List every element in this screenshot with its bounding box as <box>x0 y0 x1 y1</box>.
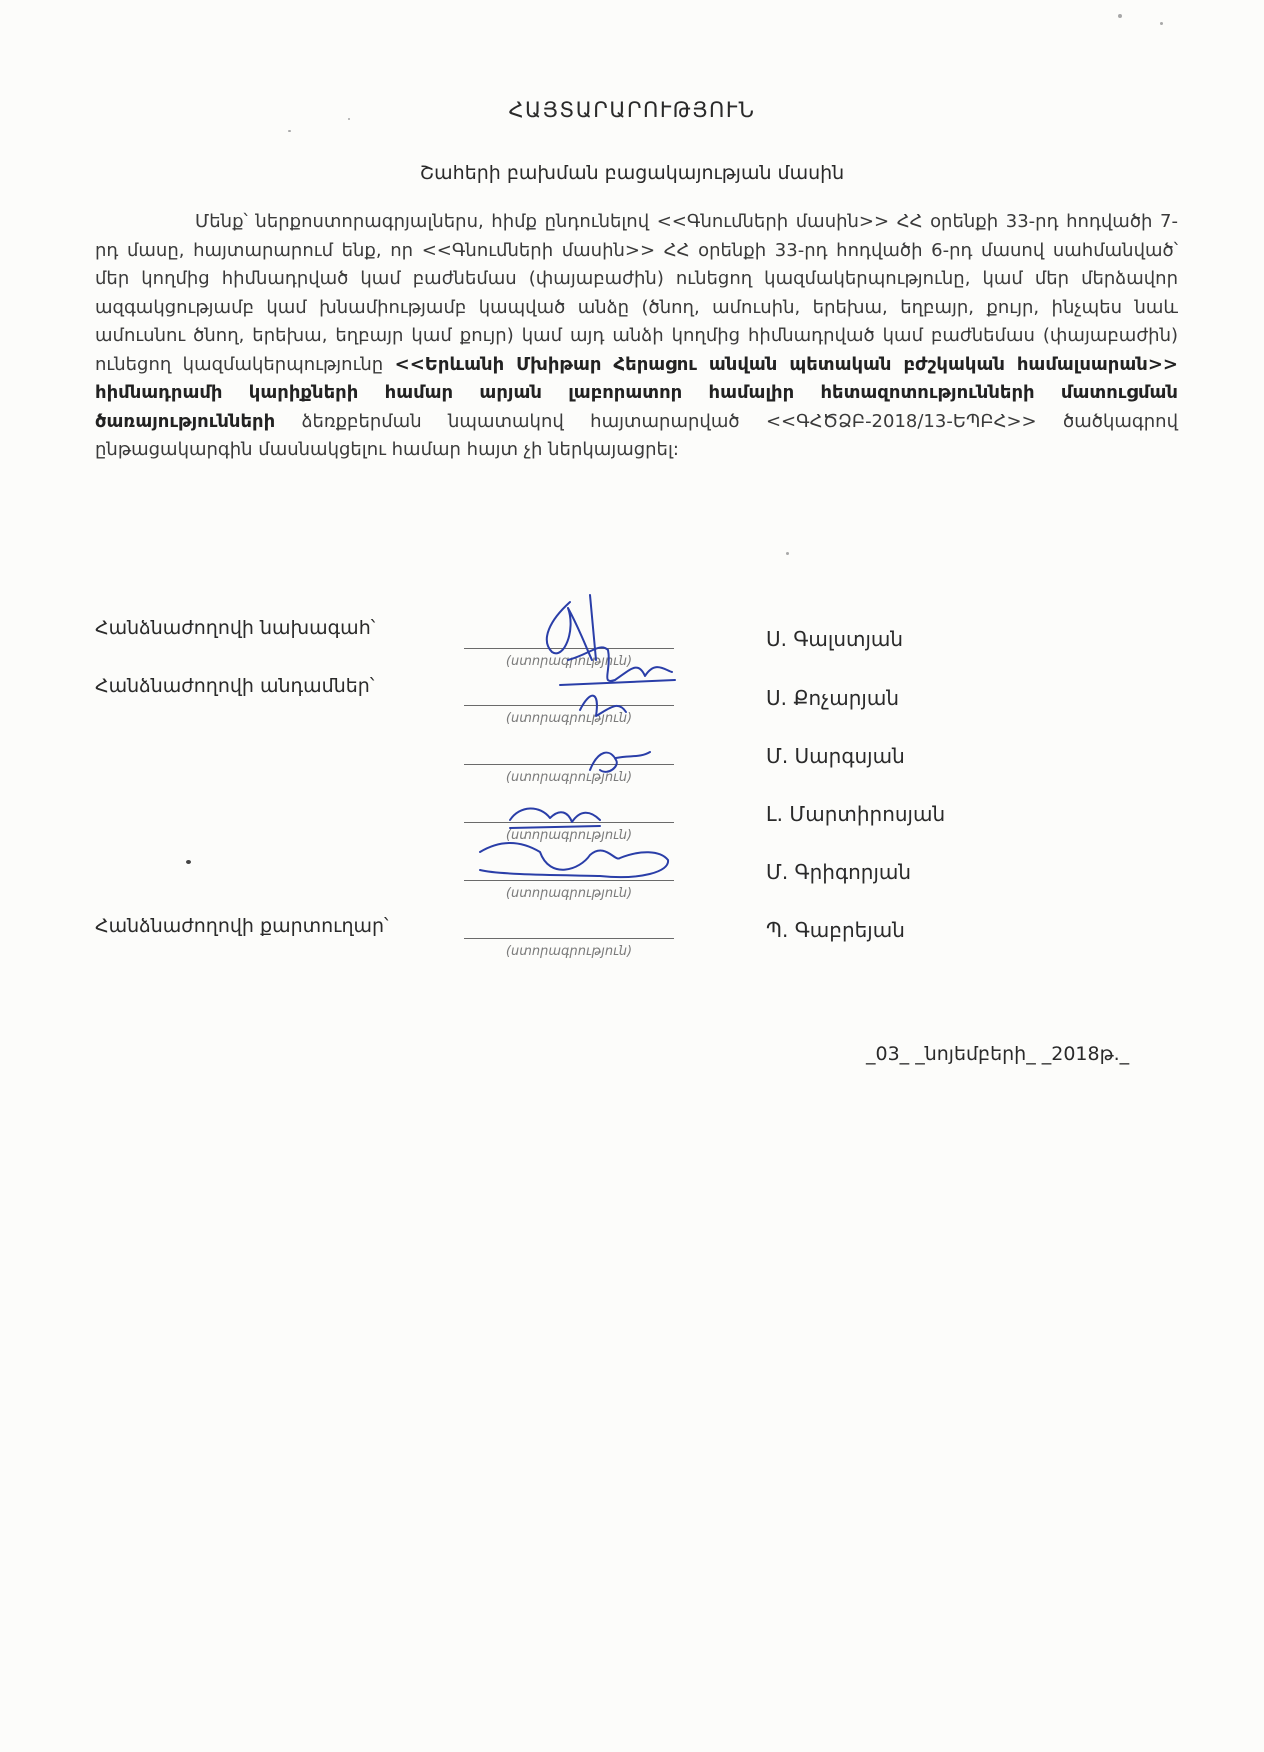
signature-line <box>464 938 674 939</box>
members-label: Հանձնաժողովի անդամներ՝ <box>95 675 375 697</box>
signatory-name: Մ. Գրիգորյան <box>766 860 912 884</box>
signature-caption: (ստորագրություն) <box>505 654 633 669</box>
signatory-name: Ս. Քոչարյան <box>766 686 899 710</box>
signatory-name: Լ. Մարտիրոսյան <box>766 802 946 826</box>
signature-caption: (ստորագրություն) <box>505 828 633 843</box>
paragraph-text-part2: ձեռքբերման նպատակով հայտարարված <<ԳՀԾՁԲ-2018/13-ԵՊԲՀ>> ծածկագրով ընթացակարգին մասնակցելու համար հայտ չի ներկայացրել: <box>95 410 1178 460</box>
signature-scribble-5 <box>510 808 600 828</box>
signature-caption: (ստորագրություն) <box>505 711 633 726</box>
signatory-name: Ս. Գալստյան <box>766 627 904 651</box>
signatory-name: Մ. Սարգսյան <box>766 744 905 768</box>
paragraph-text-part1: Մենք՝ ներքոստորագրյալներս, հիմք ընդունելով <<Գնումների մասին>> ՀՀ օրենքի 33-րդ հոդվածի 7-րդ մասը, հայտարարում ենք, որ <<Գնումների մասին>> ՀՀ օրենքի 33-րդ հոդվածի 6-րդ մասով սահմանված՝ մեր կողմից հիմնադրված կամ բաժնեմաս (փայաբաժին) ունեցող կազմակերպությունը, կամ մեր մերձավոր ազգակցությամբ կամ խնամիությամբ կապված անձը (ծնող, ամուսին, երեխա, եղբայր, քույր, ինչպես նաև ամուսնու ծնող, երեխա, եղբայր կամ քույր) կամ այդ անձի կողմից հիմնադրված կամ բաժնեմաս (փայաբաժին) ունեցող կազմակերպությունը <box>95 211 1178 375</box>
scan-speck <box>1160 22 1163 25</box>
signature-scribble-4 <box>590 752 650 772</box>
declaration-paragraph <box>95 208 1178 465</box>
signatory-name: Պ. Գաբրեյան <box>766 918 905 942</box>
document-title: ՀԱՅՏԱՐԱՐՈՒԹՅՈՒՆ <box>508 98 756 122</box>
signature-caption: (ստորագրություն) <box>505 944 633 959</box>
document-subtitle: Շահերի բախման բացակայության մասին <box>419 162 845 184</box>
scan-speck <box>288 130 291 132</box>
signature-scribble-6 <box>480 843 668 877</box>
signature-caption: (ստորագրություն) <box>505 770 633 785</box>
signature-scribble-1 <box>547 595 596 660</box>
signature-caption: (ստորագրություն) <box>505 886 633 901</box>
handwritten-signatures <box>440 590 740 930</box>
document-date: _03_ _նոյեմբերի_ _2018թ._ <box>866 1043 1130 1065</box>
scan-speck <box>186 860 191 864</box>
signature-scribble-2 <box>560 647 675 685</box>
chair-label: Հանձնաժողովի նախագահ՝ <box>95 617 376 639</box>
signature-scribble-3 <box>580 696 626 716</box>
scan-speck <box>1118 14 1122 18</box>
secretary-label: Հանձնաժողովի քարտուղար՝ <box>95 915 389 937</box>
paragraph-text-bold: <<Երևանի Մխիթար Հերացու անվան պետական բժշկական համալսարան>> հիմնադրամի կարիքների համար արյան լաբորատոր համալիր հետազոտությունների մատուցման ծառայությունների <box>95 353 1179 432</box>
scan-speck <box>786 552 789 555</box>
